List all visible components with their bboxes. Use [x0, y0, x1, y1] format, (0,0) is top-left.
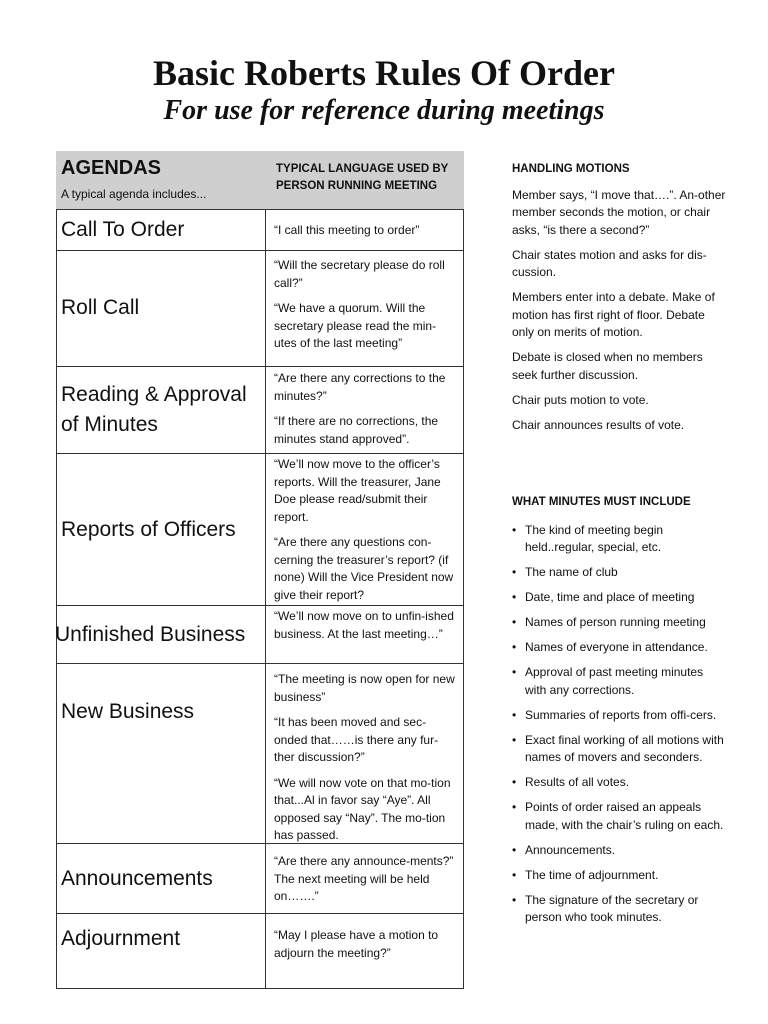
agenda-header-language: TYPICAL LANGUAGE USED BY PERSON RUNNING MEETING [276, 163, 449, 192]
bullet-icon: • [512, 732, 517, 747]
bullet-icon: • [512, 665, 517, 679]
agenda-row-unfinished-business [56, 606, 464, 664]
agenda-row-adjournment [56, 914, 464, 989]
minutes-list-item: • The kind of meeting begin held..regular, special, etc. [512, 522, 664, 554]
agenda-header [56, 151, 464, 209]
agenda-item-language: “Are there any questions con-cerning the treasurer’s report? (if none) Will the Vice President now give their report? [274, 535, 454, 602]
minutes-title: WHAT MINUTES MUST INCLUDE [512, 496, 691, 508]
agenda-item-language: “I call this meeting to order” [274, 223, 420, 237]
agenda-row-reading-approval [56, 367, 464, 454]
bullet-icon: • [512, 867, 517, 882]
agenda-item-name: Unfinished Business [55, 622, 246, 646]
minutes-list-item: • Date, time and place of meeting [512, 589, 727, 607]
agenda-row-new-business [56, 664, 464, 844]
handling-motions-title: HANDLING MOTIONS [512, 163, 630, 175]
bullet-icon: • [512, 565, 517, 579]
minutes-list-item: • Names of person running meeting [512, 614, 727, 632]
agenda-item-name: Reading & Approval of Minutes [61, 383, 247, 436]
agenda-item-language: “We’ll now move to the officer’s reports. Will the treasurer, Jane Doe please read/submit their report. [274, 457, 441, 524]
minutes-list-item: • The name of club [512, 564, 727, 582]
agenda-item-name: Reports of Officers [61, 517, 236, 541]
agenda-row-reports-of-officers [56, 454, 464, 606]
bullet-icon: • [512, 892, 517, 907]
agenda-item-name: Roll Call [61, 296, 140, 319]
minutes-list-item: • Summaries of reports from offi-cers. [512, 707, 727, 725]
agenda-item-language: “If there are no corrections, the minutes stand approved”. [274, 414, 439, 446]
agenda-table [56, 151, 464, 989]
minutes-section [512, 494, 727, 934]
motion-step: Chair states motion and asks for dis-cussion. [512, 247, 707, 279]
bullet-icon: • [512, 707, 517, 722]
agenda-item-language: “It has been moved and sec-onded that……is there any fur-ther discussion?” [274, 715, 439, 764]
bullet-icon: • [512, 640, 517, 654]
handling-motions-section [512, 161, 727, 442]
minutes-list-item: • Exact final working of all motions with names of movers and seconders. [512, 732, 724, 764]
page-subtitle: For use for reference during meetings [163, 95, 605, 126]
agenda-header-title: AGENDAS [61, 157, 162, 179]
minutes-list-item: • Names of everyone in attendance. [512, 639, 727, 657]
bullet-icon: • [512, 522, 517, 537]
minutes-list-item: • Points of order raised an appeals made, with the chair’s ruling on each. [512, 800, 724, 832]
bullet-icon: • [512, 800, 517, 814]
page-title: Basic Roberts Rules Of Order [153, 53, 615, 93]
agenda-item-name: Adjournment [61, 927, 181, 950]
minutes-list [512, 522, 727, 927]
agenda-item-language: “We have a quorum. Will the secretary please read the min-utes of the last meeting” [274, 301, 437, 350]
minutes-list-item: • Announcements. [512, 842, 727, 860]
minutes-list-item: • Approval of past meeting minutes with any corrections. [512, 665, 704, 697]
bullet-icon: • [512, 842, 517, 857]
motion-step: Chair puts motion to vote. [512, 392, 649, 407]
agenda-row-call-to-order [56, 209, 464, 251]
agenda-item-language: “We will now vote on that mo-tion that...Al in favor say “Aye”. All opposed say “Nay”. The mo-tion has passed. [274, 775, 451, 842]
agenda-item-language: “Are there any corrections to the minutes?” [274, 371, 446, 403]
agenda-item-name: New Business [61, 700, 195, 723]
motion-step: Members enter into a debate. Make of motion has first right of floor. Debate only on merits of motion. [512, 290, 715, 339]
agenda-item-name: Call To Order [61, 218, 185, 241]
agenda-row-announcements [56, 844, 464, 914]
bullet-icon: • [512, 775, 517, 789]
agenda-item-name: Announcements [61, 866, 213, 890]
motion-step: Chair announces results of vote. [512, 417, 685, 432]
minutes-list-item: • The signature of the secretary or person who took minutes. [512, 892, 699, 924]
agenda-header-subtitle: A typical agenda includes... [61, 187, 207, 201]
minutes-list-item: • The time of adjournment. [512, 867, 727, 885]
agenda-item-language: “Will the secretary please do roll call?” [274, 258, 445, 290]
motion-step: Debate is closed when no members seek further discussion. [512, 350, 703, 382]
bullet-icon: • [512, 590, 517, 604]
agenda-item-language: “The meeting is now open for new business” [274, 672, 455, 704]
agenda-row-roll-call [56, 250, 464, 367]
bullet-icon: • [512, 615, 517, 629]
motion-step: Member says, “I move that….”. An-other member seconds the motion, or chair asks, “is there a second?” [512, 187, 726, 237]
agenda-item-language: “May I please have a motion to adjourn the meeting?” [274, 928, 439, 960]
agenda-item-language: “We’ll now move on to unfin-ished business. At the last meeting…” [274, 609, 454, 641]
minutes-list-item: • Results of all votes. [512, 774, 727, 792]
agenda-item-language: “Are there any announce-ments?” The next meeting will be held on…….” [274, 854, 454, 903]
